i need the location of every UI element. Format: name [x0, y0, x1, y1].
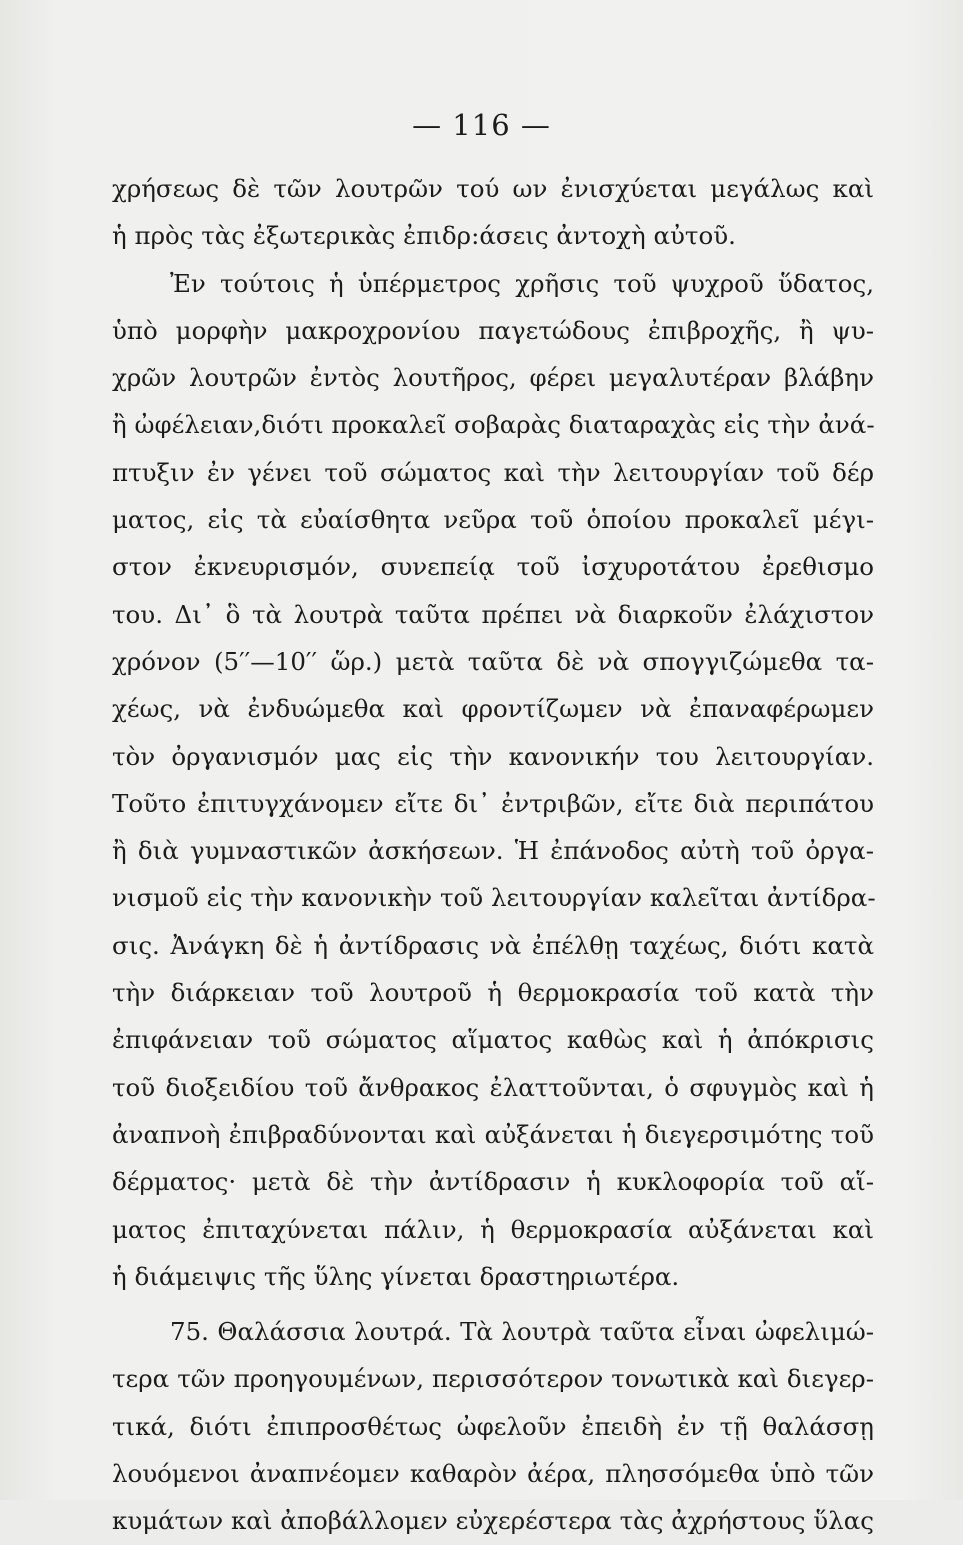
paragraph-gap: [112, 1300, 874, 1308]
text-line: ματος, εἰς τὰ εὐαίσθητα νεῦρα τοῦ ὁποίου προκαλεῖ μέγι-: [112, 505, 874, 535]
text-line: ἢ ὠφέλειαν,διότι προκαλεῖ σοβαρὰς διαταραχὰς εἰς τὴν ἀνά-: [112, 410, 875, 440]
text-line: δέρματος· μετὰ δὲ τὴν ἀντίδρασιν ἡ κυκλοφορία τοῦ αἵ-: [112, 1167, 874, 1197]
body-text: [112, 165, 874, 1545]
text-line: χέως, νὰ ἐνδυώμεθα καὶ φροντίζωμεν νὰ ἐπαναφέρωμεν: [112, 694, 874, 724]
text-line: τὸν ὀργανισμόν μας εἰς τὴν κανονικήν του λειτουργίαν.: [112, 741, 874, 771]
text-line: Τοῦτο ἐπιτυγχάνομεν εἴτε δι᾽ ἐντριβῶν, εἴτε διὰ περιπάτου: [112, 788, 874, 818]
text-line: λουόμενοι ἀναπνέομεν καθαρὸν ἀέρα, πλησσόμεθα ὑπὸ τῶν: [112, 1459, 874, 1489]
text-line: τικά, διότι ἐπιπροσθέτως ὠφελοῦν ἐπειδὴ ἐν τῇ θαλάσσῃ: [112, 1411, 874, 1441]
section-75-heading-line: 75. Θαλάσσια λουτρά. Τὰ λουτρὰ ταῦτα εἶναι ὠφελιμώ-: [170, 1317, 874, 1347]
text-line: νισμοῦ εἰς τὴν κανονικὴν τοῦ λειτουργίαν καλεῖται ἀντίδρα-: [112, 883, 876, 913]
text-line: πτυξιν ἐν γένει τοῦ σώματος καὶ τὴν λειτουργίαν τοῦ δέρ: [112, 457, 874, 487]
text-line: χρῶν λουτρῶν ἐντὸς λουτῆρος, φέρει μεγαλυτέραν βλάβην: [112, 363, 874, 393]
text-line: ἡ πρὸς τὰς ἐξωτερικὰς ἐπιδρ:άσεις ἀντοχὴ αὐτοῦ.: [112, 221, 736, 251]
text-line: του. Δι᾽ ὃ τὰ λουτρὰ ταῦτα πρέπει νὰ διαρκοῦν ἐλάχιστον: [112, 599, 874, 629]
text-line: τοῦ διοξειδίου τοῦ ἄνθρακος ἐλαττοῦνται, ὁ σφυγμὸς καὶ ἡ: [112, 1072, 874, 1102]
text-line: σις. Ἀνάγκη δὲ ἡ ἀντίδρασις νὰ ἐπέλθῃ ταχέως, διότι κατὰ: [112, 930, 874, 960]
text-line: ὑπὸ μορφὴν μακροχρονίου παγετώδους ἐπιβροχῆς, ἢ ψυ-: [112, 315, 874, 345]
text-line: τὴν διάρκειαν τοῦ λουτροῦ ἡ θερμοκρασία τοῦ κατὰ τὴν: [112, 978, 874, 1008]
text-line: ἐπιφάνειαν τοῦ σώματος αἵματος καθὼς καὶ ἡ ἀπόκρισις: [112, 1025, 874, 1055]
text-line: χρήσεως δὲ τῶν λουτρῶν τού ων ἐνισχύεται μεγάλως καὶ: [112, 174, 874, 203]
text-line: τερα τῶν προηγουμένων, περισσότερον τονωτικὰ καὶ διεγερ-: [112, 1364, 874, 1394]
text-line: κυμάτων καὶ ἀποβάλλομεν εὐχερέστερα τὰς ἀχρήστους ὕλας: [112, 1506, 874, 1536]
text-line: χρόνον (5′′—10′′ ὥρ.) μετὰ ταῦτα δὲ νὰ σπογγιζώμεθα τα-: [112, 646, 874, 676]
page-number: — 116 —: [412, 108, 551, 142]
text-line: Ἐν τούτοις ἡ ὑπέρμετρος χρῆσις τοῦ ψυχροῦ ὕδατος,: [170, 268, 874, 298]
text-line: ἢ διὰ γυμναστικῶν ἀσκήσεων. Ἡ ἐπάνοδος αὐτὴ τοῦ ὀργα-: [112, 836, 874, 866]
text-line: ἡ διάμειψις τῆς ὕλης γίνεται δραστηριωτέρα.: [112, 1261, 680, 1291]
text-line: ματος ἐπιταχύνεται πάλιν, ἡ θερμοκρασία αὐξάνεται καὶ: [112, 1214, 874, 1244]
text-line: στον ἐκνευρισμόν, συνεπείᾳ τοῦ ἰσχυροτάτου ἐρεθισμο: [112, 552, 874, 582]
text-line: ἀναπνοὴ ἐπιβραδύνονται καὶ αὐξάνεται ἡ διεγερσιμότης τοῦ: [112, 1119, 874, 1149]
